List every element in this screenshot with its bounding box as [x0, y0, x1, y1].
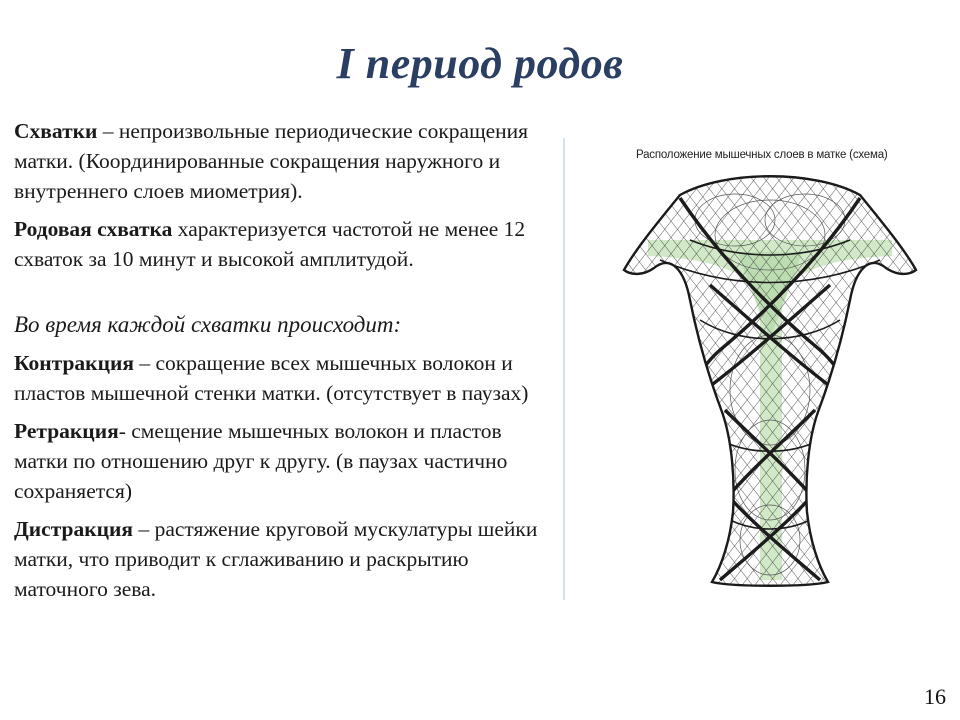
term-distraction: Дистракция	[14, 517, 134, 541]
definition-retraction: - смещение мышечных волокон и пластов матки по отношению друг к другу. (в паузах частично сохраняется)	[14, 419, 508, 503]
text-column	[14, 116, 559, 604]
term-retraction: Ретракция	[14, 419, 119, 443]
figure-caption: Расположение мышечных слоев в матке (схема)	[636, 149, 888, 161]
definition-labor-contraction: характеризуется частотой не менее 12 схваток за 10 минут и высокой амплитудой.	[14, 217, 526, 271]
paragraph-contraction	[14, 348, 559, 408]
term-labor-contraction: Родовая схватка	[14, 217, 173, 241]
uterus-body	[620, 140, 920, 590]
definition-contractions: – непроизвольные периодические сокращения матки. (Координированные сокращения наружного и внутреннего слоев миометрия).	[14, 119, 529, 203]
slide-title: I период родов	[336, 39, 624, 88]
uterus-muscle-layers-diagram	[620, 140, 920, 590]
paragraph-contractions	[14, 116, 559, 206]
lead-during-contraction: Во время каждой схватки происходит:	[14, 312, 402, 337]
page-number: 16	[924, 684, 946, 709]
paragraph-retraction	[14, 416, 559, 506]
term-contraction: Контракция	[14, 351, 134, 375]
paragraph-labor-contraction	[14, 214, 559, 274]
paragraph-distraction	[14, 514, 559, 604]
definition-distraction: – растяжение круговой мускулатуры шейки матки, что приводит к сглаживанию и раскрытию маточного зева.	[14, 517, 538, 601]
column-divider	[563, 138, 565, 600]
term-contractions: Схватки	[14, 119, 98, 143]
definition-contraction: – сокращение всех мышечных волокон и пластов мышечной стенки матки. (отсутствует в паузах)	[14, 351, 529, 405]
